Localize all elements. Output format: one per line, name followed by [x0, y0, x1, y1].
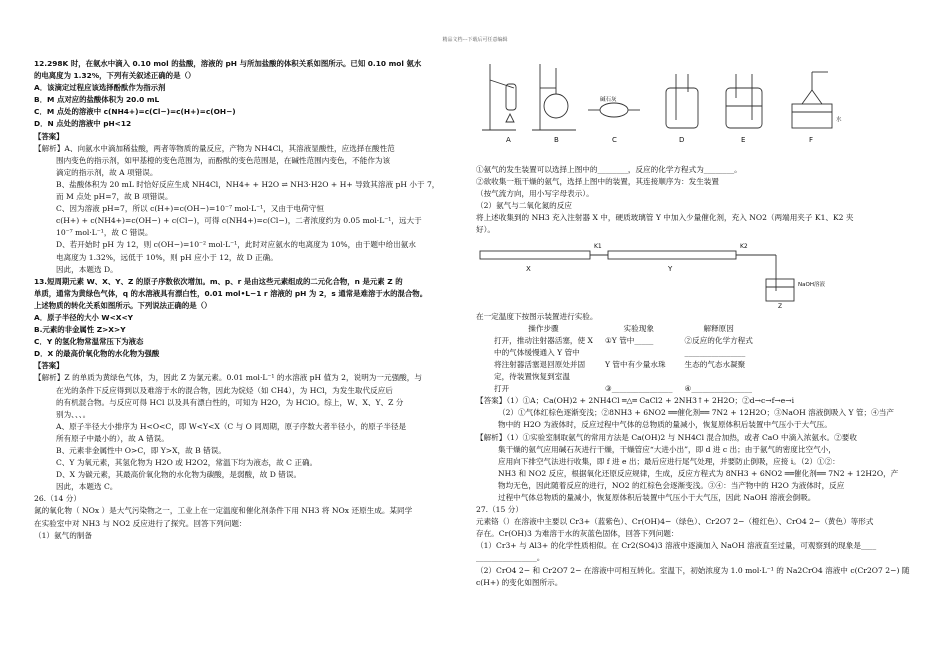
q12-option-d: D．N 点处的溶液中 pH<12	[34, 119, 132, 129]
table-cell: 生态的气态水凝聚	[684, 359, 746, 369]
table-row	[488, 347, 759, 359]
tube-label-y: Y	[668, 264, 673, 273]
question-27	[476, 504, 918, 589]
analysis-line: 而 M 点处 pH=7，故 B 项错误。	[56, 192, 173, 202]
table-row	[488, 371, 759, 383]
q12-line: 的电离度为 1.32%，下列有关叙述正确的是（）	[34, 71, 196, 81]
q12-option-b: B．M 点对应的盐酸体积为 20.0 mL	[34, 95, 160, 105]
analysis-line: 因此，本题选 D。	[56, 264, 118, 274]
analysis-line: c(H+) + c(NH4+)=c(OH−) + c(Cl−)，可得 c(NH4+)=c(Cl−)，二者浓度约为 0.05 mol·L⁻¹，远大于	[56, 216, 422, 226]
table-cell: 中的气体缓慢通入 Y 管中	[494, 347, 580, 357]
table-cell: Y 管中有少量水珠	[604, 359, 666, 369]
clamp-label-k1: K1	[594, 242, 602, 250]
apparatus-label-c: C	[612, 136, 617, 144]
table-intro: 在一定温度下按图示装置进行实验。	[476, 311, 598, 321]
q27-line: 存在。Cr(OH)3 为难溶于水的灰蓝色固体，回答下列问题：	[476, 529, 679, 539]
analysis-line: D、X 为碳元素，其最高价氧化物的水化物为碳酸，是弱酸，故 D 错误。	[56, 470, 302, 480]
q26-part: （按气流方向，用小写字母表示）。	[476, 189, 594, 199]
page-header: 精品文档---下载后可任意编辑	[442, 37, 508, 43]
q13-analysis	[34, 372, 470, 493]
table-cell: ②反应的化学方程式	[684, 335, 753, 345]
answer-line: 物中的 H2O 为液体时，反应过程中气体的总物质的量减小，恢复原体积后装置中气压小于大气压。	[498, 420, 832, 430]
apparatus-figure	[476, 58, 918, 162]
q26-part: （2）氨气与二氧化氮的反应	[476, 201, 572, 211]
q12-answer-label: 【答案】	[34, 131, 64, 141]
analysis-line: B、盐酸体积为 20 mL 时恰好反应生成 NH4Cl，NH4+ + H2O ⇌ NH3·H2O + H+ 导致其溶液 pH 小于 7，	[56, 179, 440, 189]
q13-option-c: C．Y 的氢化物常温常压下为液态	[34, 337, 144, 347]
table-row	[488, 335, 759, 347]
q26-part: 好）。	[476, 225, 495, 235]
q12-analysis	[34, 143, 470, 276]
clamp-label-k2: K2	[740, 242, 748, 250]
table-cell: ________________	[684, 347, 746, 357]
q13-line: 13.短周期元素 W、X、Y、Z 的原子序数依次增加。m、p、r 是由这些元素组成的二元化合物，n 是元素 Z 的	[34, 276, 403, 286]
analysis-line: C、Y 为氧元素，其氢化物为 H2O 或 H2O2，常温下均为液态，故 C 正确。	[56, 458, 318, 468]
apparatus-label-f: F	[809, 136, 814, 144]
analysis-line: 围内变色的指示剂，如甲基橙的变色范围为，而酚酞的变色范围是，在碱性范围内变色，不能作为该	[56, 155, 391, 165]
answer-line: 【解析】（1）①实验室制取氨气的常用方法是 Ca(OH)2 与 NH4Cl 混合加热，或者 CaO 中滴入浓氨水。②要收	[476, 432, 857, 442]
answer-line: 集干燥的氨气应用碱石灰进行干燥，干燥管应“大进小出”，即 d 进 c 出；由于氨气的密度比空气小，	[498, 444, 836, 454]
answer-line: 物均无色，因此随着反应的进行，NO2 的红棕色会逐渐变浅。③④：当产物中的 H2O 为液体时，反应	[498, 480, 845, 490]
answer-line: NH3 和 NO2 反应，根据氧化还原反应规律，生成，反应方程式为 8NH3 + 6NO2 ══催化剂══ 7N2 + 12H2O，产	[498, 468, 899, 478]
q26-part: ②欲收集一瓶干燥的氨气，选择上图中的装置，其连接顺序为：发生装置	[476, 177, 719, 187]
q13-line: 单质，通常为黄绿色气体，q 的水溶液具有漂白性，0.01 mol•L−1 r 溶液的 pH 为 2，s 通常是难溶于水的混合物。	[34, 288, 428, 298]
q13-option-b: B.元素的非金属性 Z>X>Y	[34, 325, 126, 335]
table-row	[488, 359, 759, 371]
q27-line: （1）Cr3+ 与 Al3+ 的化学性质相似。在 Cr2(SO4)3 溶液中逐滴加入 NaOH 溶液直至过量，可观察到的现象是____	[476, 541, 877, 551]
q27-line: c(H+) 的变化如图所示。	[476, 577, 563, 587]
q13-line: 上述物质的转化关系如图所示。下列说法正确的是（）	[34, 300, 212, 310]
apparatus-drawing	[476, 58, 916, 162]
apparatus-label-b: B	[554, 136, 559, 144]
table-cell: 定，待装置恢复到室温	[494, 372, 570, 382]
naoh-solution-label: NaOH溶液	[798, 281, 825, 288]
table-cell: 打开，推动注射器活塞，使 X	[494, 335, 593, 345]
question-12	[34, 58, 470, 143]
analysis-line: 的有机混合物。与反应可得 HCl 以及具有漂白性的，可知为 H2O，为 HClO。综上，W、X、Y、Z 分	[56, 397, 404, 407]
table-cell: ①Y 管中_____	[604, 335, 654, 345]
q12-option-c: C．M 点处的溶液中 c(NH4+)=c(Cl−)=c(H+)=c(OH−)	[34, 107, 236, 117]
table-cell: 打开	[494, 384, 510, 394]
q26-line: 氮的氧化物（ NOx ）是大气污染物之一，工业上在一定温度和催化剂条件下用 NH3 将 NOx 还原生成。某同学	[34, 506, 413, 516]
analysis-line: 所有原子中最小的），故 A 错误。	[56, 433, 169, 443]
answer-line: 【答案】（1）①A；Ca(OH)2 + 2NH4Cl ═△═ CaCl2 + 2NH3↑+ 2H2O；②d→c→f→e→i	[476, 396, 795, 406]
q26-line: 在实验室中对 NH3 与 NO2 反应进行了探究。回答下列问题：	[34, 518, 247, 528]
apparatus2-drawing	[476, 239, 916, 309]
analysis-line: 【解析】Z 的单质为黄绿色气体，为，因此 Z 为氯元素。0.01 mol·L⁻¹ 的水溶液 pH 值为 2，说明为一元强酸，与	[34, 373, 422, 383]
q13-option-d: D．X 的最高价氧化物的水化物为强酸	[34, 349, 160, 359]
apparatus-label-d: D	[679, 136, 685, 144]
analysis-line: 因此，本题选 C。	[56, 482, 118, 492]
table-cell	[599, 371, 679, 383]
experiment-table	[488, 323, 759, 396]
q27-line: 元素铬（）在溶液中主要以 Cr3+（蓝紫色）、Cr(OH)4−（绿色）、Cr2O7 2−（橙红色）、CrO4 2−（黄色）等形式	[476, 517, 874, 527]
water-label: 水	[836, 117, 842, 123]
analysis-line: 【解析】A、向氨水中滴加稀盐酸，两者等物质的量反应，产物为 NH4Cl，其溶液显酸性，应选择在酸性范	[34, 143, 395, 153]
analysis-line: A、原子半径大小排序为 H<O<C，即 W<Y<X（C 与 O 同周期，原子序数大者半径小，的原子半径是	[56, 421, 407, 431]
q26-line: 26.（14 分）	[34, 494, 81, 504]
analysis-line: D、若开始时 pH 为 12，则 c(OH−)=10⁻² mol·L⁻¹，此时对应氨水的电离度为 10%，由于题中给出氨水	[56, 240, 416, 250]
question-26-intro	[34, 493, 470, 541]
table-cell: 将注射器活塞退回原处并固	[494, 359, 586, 369]
table-cell	[599, 347, 679, 359]
answer-line: 应用向下排空气法进行收集，即 f 进 e 出；最后应进行尾气处理，并要防止倒吸，应接 i。（2）①②：	[498, 456, 840, 466]
q26-answer	[476, 395, 918, 504]
answer-line: 过程中气体总物质的量减小，恢复原体积后装置中气压小于大气压，因此 NaOH 溶液会倒吸。	[498, 492, 816, 502]
q27-line: 27.（15 分）	[476, 505, 523, 515]
analysis-line: 10⁻⁷ mol·L⁻¹，故 C 错误。	[56, 228, 153, 238]
syringe-label-x: X	[526, 264, 531, 273]
table-cell: ③________________	[604, 384, 673, 394]
apparatus2-figure	[476, 239, 918, 309]
header-cell: 实验现象	[623, 323, 654, 333]
soda-lime-label: 碱石灰	[600, 97, 617, 103]
answer-line: （2）①气体红棕色逐渐变浅；②8NH3 + 6NO2 ══催化剂══ 7N2 + 12H2O；③NaOH 溶液倒吸入 Y 管；④当产	[498, 408, 894, 418]
q26-part: 将上述收集到的 NH3 充入注射器 X 中，硬质玻璃管 Y 中加入少量催化剂，充入 NO2（两端用夹子 K1、K2 夹	[476, 213, 854, 223]
analysis-line: 在光的条件下反应得到以及难溶于水的混合物，因此为烷烃（如 CH4），为 HCl，为发生取代反应后	[56, 385, 393, 395]
q27-line: （2）CrO4 2− 和 Cr2O7 2− 在溶液中可相互转化。室温下，初始浓度为 1.0 mol·L⁻¹ 的 Na2CrO4 溶液中 c(Cr2O7 2−) 随	[476, 565, 910, 575]
analysis-line: C、因为溶液 pH=7，所以 c(H+)=c(OH−)=10⁻⁷ mol·L⁻¹，又由于电荷守恒	[56, 204, 324, 214]
q12-option-a: A．该滴定过程应该选择酚酞作为指示剂	[34, 83, 166, 93]
header-cell: 解释原因	[703, 323, 734, 333]
apparatus-label-e: E	[741, 136, 746, 144]
analysis-line: 滴定的指示剂，故 A 项错误。	[56, 167, 158, 177]
analysis-line: 电离度为 1.32%，远低于 10%，则 pH 应小于 12，故 D 正确。	[56, 252, 278, 262]
analysis-line: 别为、、、。	[56, 409, 91, 419]
apparatus-label-a: A	[506, 136, 511, 144]
q26-line: （1）氨气的制备	[34, 530, 92, 540]
table-cell	[679, 371, 759, 383]
q13-option-a: A．原子半径的大小 W<X<Y	[34, 312, 134, 322]
table-header-row	[488, 323, 759, 335]
q12-line: 12.298K 时，在氨水中滴入 0.10 mol 的盐酸，溶液的 pH 与所加盐酸的体积关系如图所示。已知 0.10 mol 氨水	[34, 59, 422, 68]
q27-line: ________________。	[476, 553, 545, 563]
table-cell: ④________________	[684, 384, 753, 394]
q13-answer-label: 【答案】	[34, 361, 64, 371]
table-row	[488, 383, 759, 395]
header-cell: 操作步骤	[528, 323, 559, 333]
q26-part: ①氨气的发生装置可以选择上图中的________，反应的化学方程式为________。	[476, 165, 742, 174]
right-column	[476, 58, 918, 589]
left-column	[34, 58, 470, 542]
question-13	[34, 276, 470, 373]
analysis-line: B、元素非金属性中 O>C，即 Y>X，故 B 错误。	[56, 446, 226, 455]
beaker-label-z: Z	[778, 302, 783, 310]
